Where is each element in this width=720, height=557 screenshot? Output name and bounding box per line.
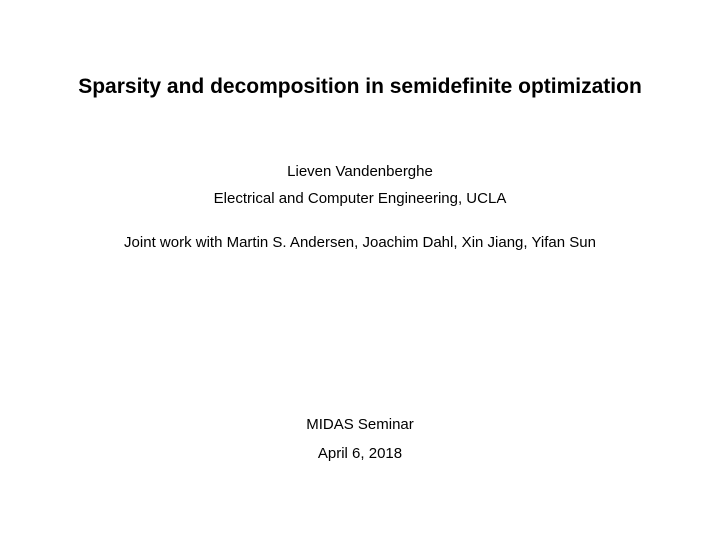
event-date: April 6, 2018 [317,445,403,462]
author-affiliation: Electrical and Computer Engineering, UCLA [213,190,507,207]
joint-work-credits: Joint work with Martin S. Andersen, Joachim Dahl, Xin Jiang, Yifan Sun [124,234,596,251]
author-name: Lieven Vandenberghe [287,163,433,180]
event-name: MIDAS Seminar [306,416,414,433]
slide-title: Sparsity and decomposition in semidefinite optimization [78,75,642,98]
